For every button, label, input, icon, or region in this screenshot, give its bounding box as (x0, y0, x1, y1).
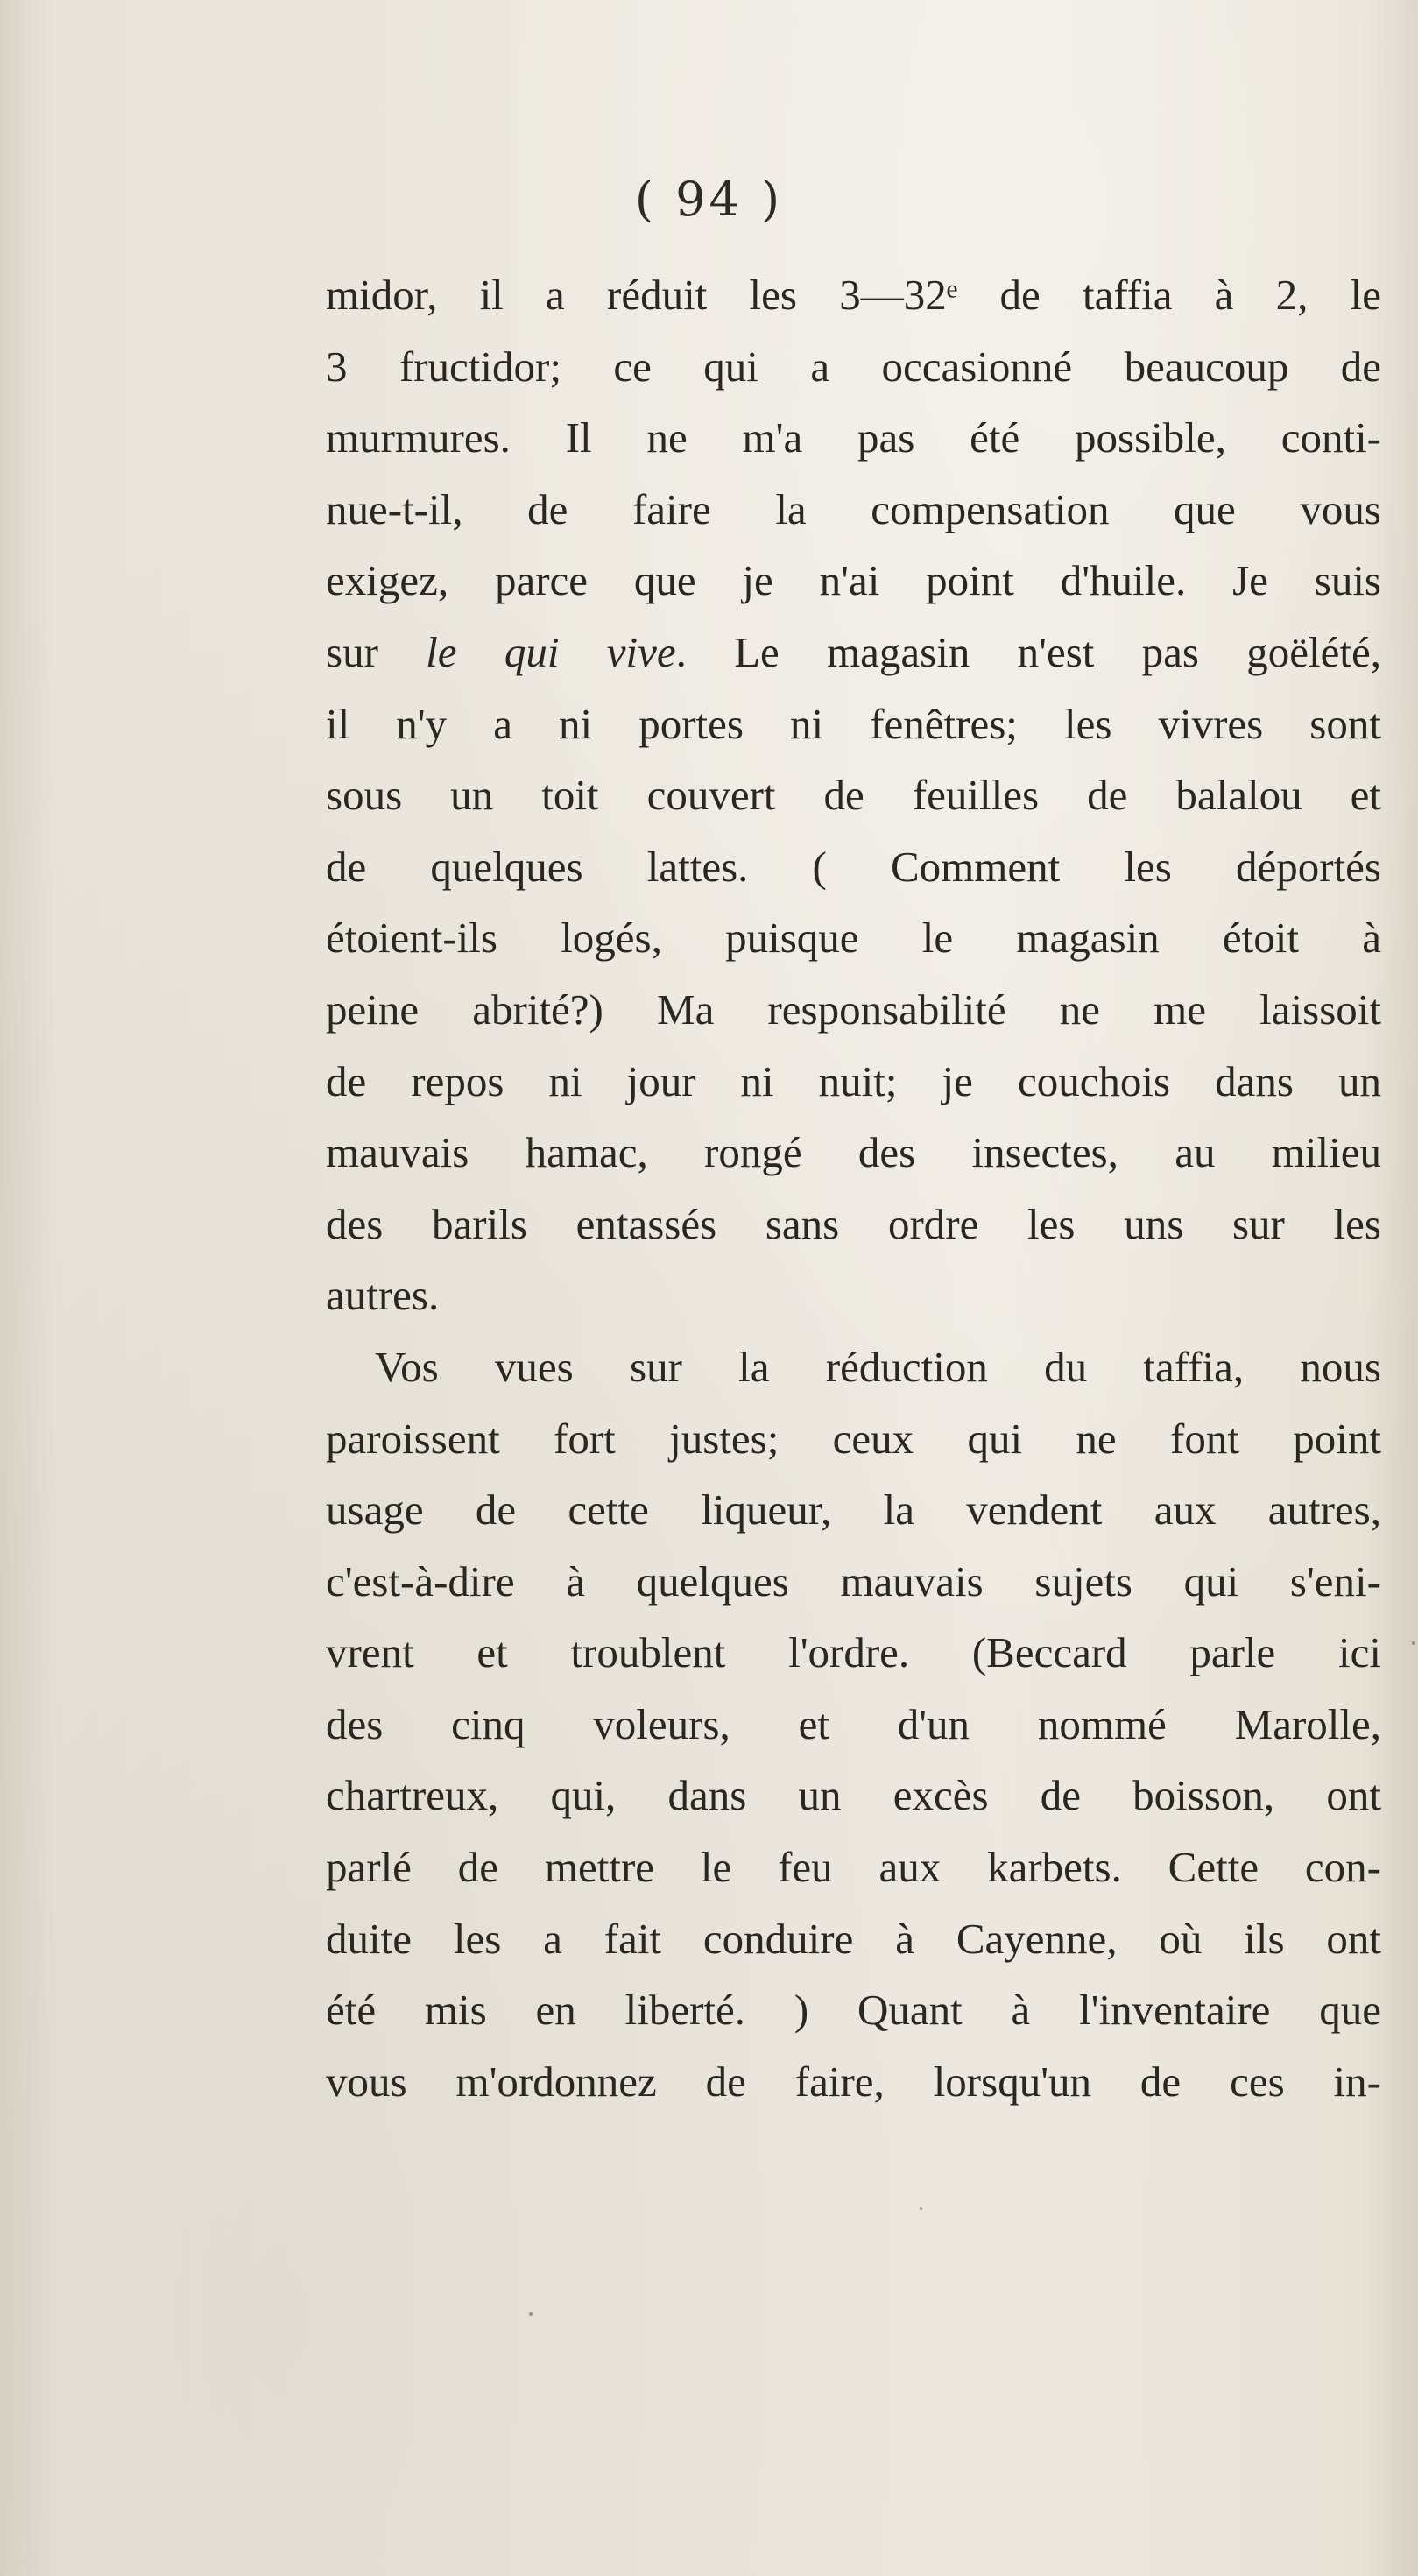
text-line: murmures. Il ne m'a pas été possible, conti- (326, 413, 1381, 462)
text-line: exigez, parce que je n'ai point d'huile. Je suis (326, 556, 1381, 605)
body-text (326, 259, 1381, 2117)
paper-speck (920, 2207, 922, 2210)
italic-phrase: le qui vive (426, 627, 676, 676)
text-line: étoient-ils logés, puisque le magasin étoit à (326, 914, 1381, 963)
text-line: parlé de mettre le feu aux karbets. Cette con- (326, 1843, 1381, 1892)
text-line: des cinq voleurs, et d'un nommé Marolle, (326, 1699, 1381, 1748)
text-line: c'est-à-dire à quelques mauvais sujets qui s'eni- (326, 1556, 1381, 1606)
text-line: usage de cette liqueur, la vendent aux autres, (326, 1486, 1381, 1535)
paper-speck (529, 2312, 533, 2316)
text-line: de quelques lattes. ( Comment les déportés (326, 842, 1381, 891)
text-line: paroissent fort justes; ceux qui ne font point (326, 1414, 1381, 1463)
text-segment: . Le magasin n'est pas goëlété, (675, 627, 1381, 676)
text-line: midor, il a réduit les 3—32ᵉ de taffia à 2, le (326, 271, 1381, 319)
text-line: chartreux, qui, dans un excès de boisson, ont (326, 1771, 1381, 1820)
text-segment: sur (326, 627, 427, 676)
page-number: ( 94 ) (634, 172, 784, 227)
text-line: autres. (326, 1271, 440, 1320)
text-line: vrent et troublent l'ordre. (Beccard parle ici (326, 1628, 1381, 1677)
text-line-with-italic (326, 617, 1381, 688)
text-line: duite les a fait conduire à Cayenne, où ils ont (326, 1914, 1381, 1963)
text-line: des barils entassés sans ordre les uns sur les (326, 1199, 1381, 1248)
text-line: sous un toit couvert de feuilles de balalou et (326, 771, 1381, 820)
text-line: il n'y a ni portes ni fenêtres; les vivres sont (326, 699, 1381, 748)
text-line: 3 fructidor; ce qui a occasionné beaucoup de (326, 342, 1381, 391)
text-line: été mis en liberté. ) Quant à l'inventaire que (326, 1986, 1381, 2035)
text-line: peine abrité?) Ma responsabilité ne me laissoit (326, 985, 1381, 1034)
paper-speck (1412, 1641, 1415, 1645)
text-line: Vos vues sur la réduction du taffia, nous (375, 1342, 1381, 1391)
text-line: nue-t-il, de faire la compensation que vous (326, 484, 1381, 533)
text-line: vous m'ordonnez de faire, lorsqu'un de ces in- (326, 2057, 1381, 2106)
text-line: de repos ni jour ni nuit; je couchois dans un (326, 1056, 1381, 1105)
text-line: mauvais hamac, rongé des insectes, au milieu (326, 1128, 1381, 1177)
